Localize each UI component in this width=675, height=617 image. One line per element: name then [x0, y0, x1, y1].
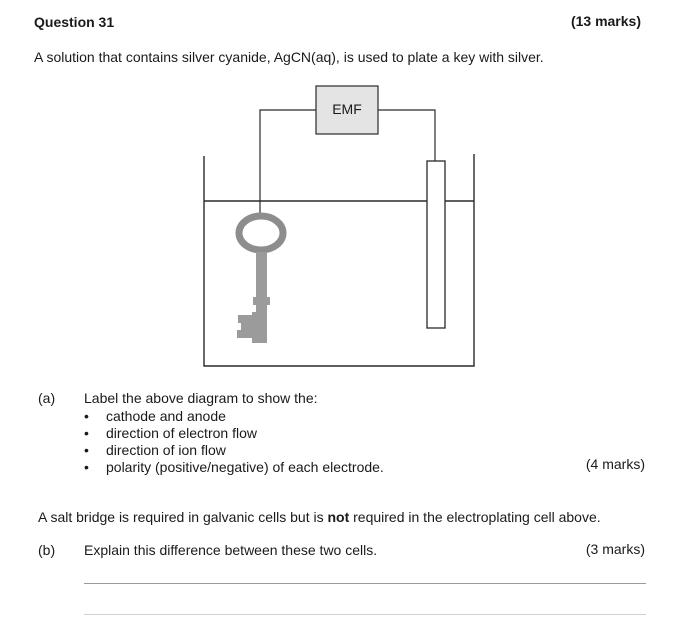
question-intro: A solution that contains silver cyanide, AgCN(aq), is used to plate a key with silver. [34, 49, 544, 65]
list-item: • cathode and anode [84, 408, 384, 425]
question-marks: (13 marks) [570, 13, 641, 29]
part-b-label: (b) [38, 542, 56, 558]
part-a-label: (a) [38, 390, 56, 406]
part-b-marks: (3 marks) [585, 541, 645, 557]
left-wire [260, 110, 316, 214]
part-a-bullet-list [84, 408, 384, 476]
salt-bridge-statement [38, 509, 601, 525]
salt-bridge-text-start: A salt bridge is required in galvanic cells but is [38, 509, 328, 525]
list-item: • direction of ion flow [84, 442, 384, 459]
right-wire [378, 110, 435, 161]
emf-label: EMF [332, 101, 362, 117]
list-item: • direction of electron flow [84, 425, 384, 442]
list-item: • polarity (positive/negative) of each electrode. [84, 459, 384, 476]
key-icon [237, 216, 283, 343]
salt-bridge-emphasis: not [327, 509, 350, 525]
answer-line[interactable] [84, 583, 646, 584]
part-b-instruction: Explain this difference between these two cells. [84, 542, 378, 558]
part-a-marks: (4 marks) [585, 456, 645, 472]
question-title: Question 31 [34, 14, 115, 30]
answer-line[interactable] [84, 614, 646, 615]
silver-electrode [427, 161, 445, 328]
salt-bridge-text-end: required in the electroplating cell above. [349, 509, 601, 525]
part-a-instruction: Label the above diagram to show the: [84, 390, 318, 406]
